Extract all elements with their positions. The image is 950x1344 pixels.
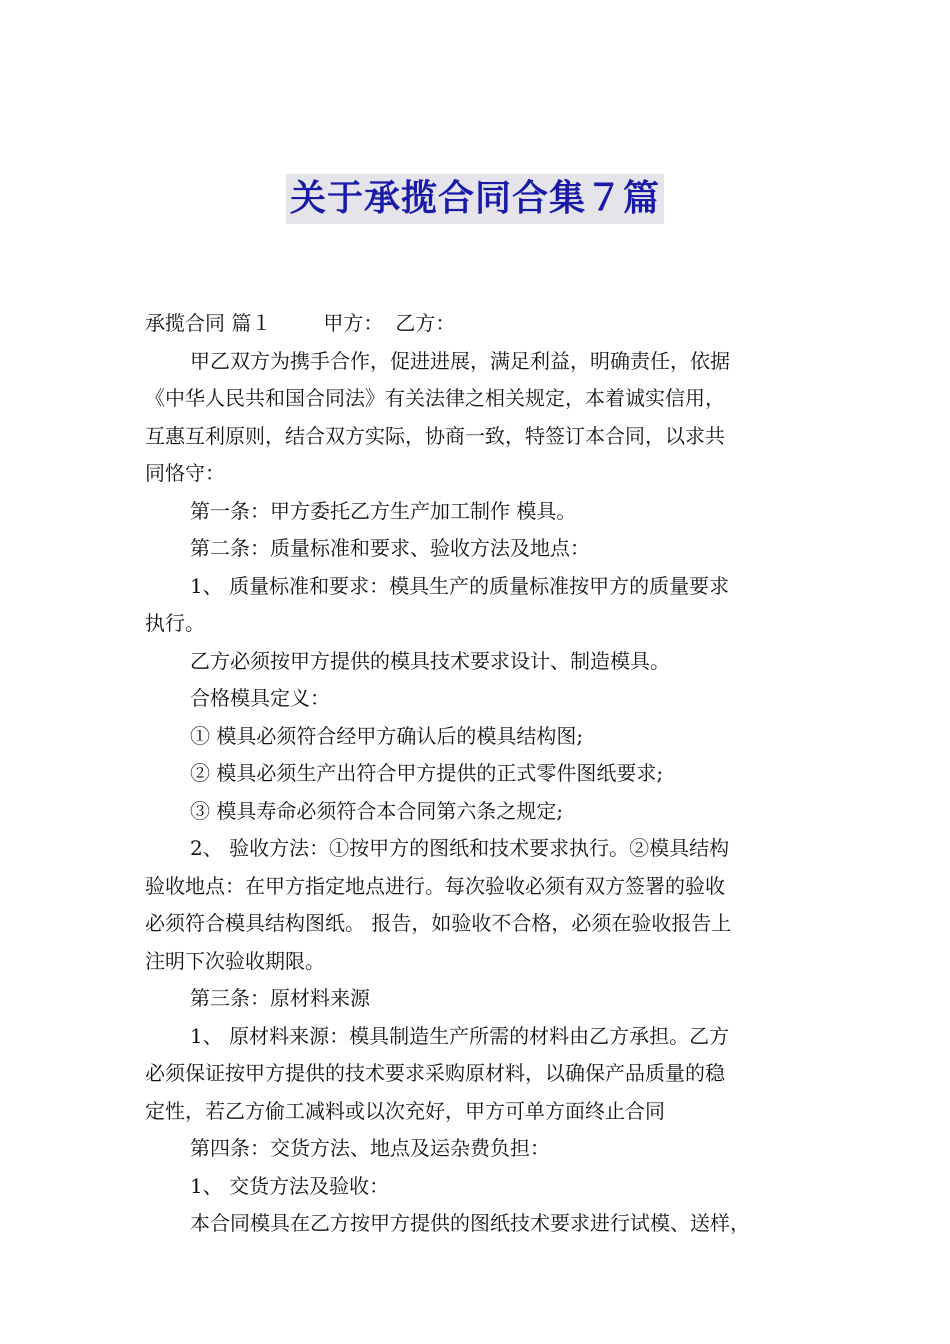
paragraph-line: 定性，若乙方偷工减料或以次充好，甲方可单方面终止合同 bbox=[145, 1098, 665, 1123]
paragraph-line: 1、 质量标准和要求：模具生产的质量标准按甲方的质量要求 bbox=[190, 573, 730, 598]
paragraph-line: 1、 原材料来源：模具制造生产所需的材料由乙方承担。乙方 bbox=[190, 1023, 730, 1048]
paragraph-line: 验收地点：在甲方指定地点进行。每次验收必须有双方签署的验收 bbox=[145, 873, 725, 898]
paragraph-line: 执行。 bbox=[145, 611, 205, 635]
article-heading: 第四条：交货方法、地点及运杂费负担： bbox=[190, 1136, 550, 1160]
paragraph-line: 《中华人民共和国合同法》有关法律之相关规定，本着诚实信用， bbox=[145, 386, 725, 410]
paragraph-line: 合格模具定义： bbox=[190, 686, 330, 710]
paragraph-line: 同恪守： bbox=[145, 461, 225, 485]
section-heading: 承揽合同 篇１ bbox=[145, 311, 272, 335]
document-body bbox=[145, 305, 809, 1243]
title-container bbox=[0, 174, 950, 224]
paragraph-line: 互惠互利原则，结合双方实际，协商一致，特签订本合同，以求共 bbox=[145, 423, 725, 448]
paragraph-line: 1、 交货方法及验收： bbox=[190, 1173, 390, 1198]
paragraph-line: 2、 验收方法：①按甲方的图纸和技术要求执行。②模具结构 bbox=[190, 836, 730, 860]
party-a-label: 甲方： bbox=[323, 311, 384, 335]
paragraph-line: 甲乙双方为携手合作，促进进展，满足利益，明确责任，依据 bbox=[190, 348, 730, 373]
contract-header bbox=[145, 305, 809, 343]
list-item: ① 模具必须符合经甲方确认后的模具结构图; bbox=[190, 723, 584, 748]
list-item: ② 模具必须生产出符合甲方提供的正式零件图纸要求; bbox=[190, 761, 664, 785]
party-b-label: 乙方： bbox=[395, 311, 456, 335]
document-title: 关于承揽合同合集７篇 bbox=[286, 174, 664, 224]
article-heading: 第二条：质量标准和要求、验收方法及地点： bbox=[190, 536, 590, 560]
paragraph-line: 乙方必须按甲方提供的模具技术要求设计、制造模具。 bbox=[190, 648, 670, 673]
list-item: ③ 模具寿命必须符合本合同第六条之规定; bbox=[190, 798, 564, 823]
article-heading: 第一条：甲方委托乙方生产加工制作 模具。 bbox=[190, 498, 577, 523]
article-heading: 第三条：原材料来源 bbox=[190, 986, 370, 1010]
paragraph-line: 注明下次验收期限。 bbox=[145, 948, 325, 973]
paragraph-line: 本合同模具在乙方按甲方提供的图纸技术要求进行试模、送样， bbox=[190, 1211, 750, 1235]
paragraph-line: 必须符合模具结构图纸。 报告，如验收不合格，必须在验收报告上 bbox=[145, 911, 732, 935]
paragraph-line: 必须保证按甲方提供的技术要求采购原材料，以确保产品质量的稳 bbox=[145, 1061, 725, 1085]
